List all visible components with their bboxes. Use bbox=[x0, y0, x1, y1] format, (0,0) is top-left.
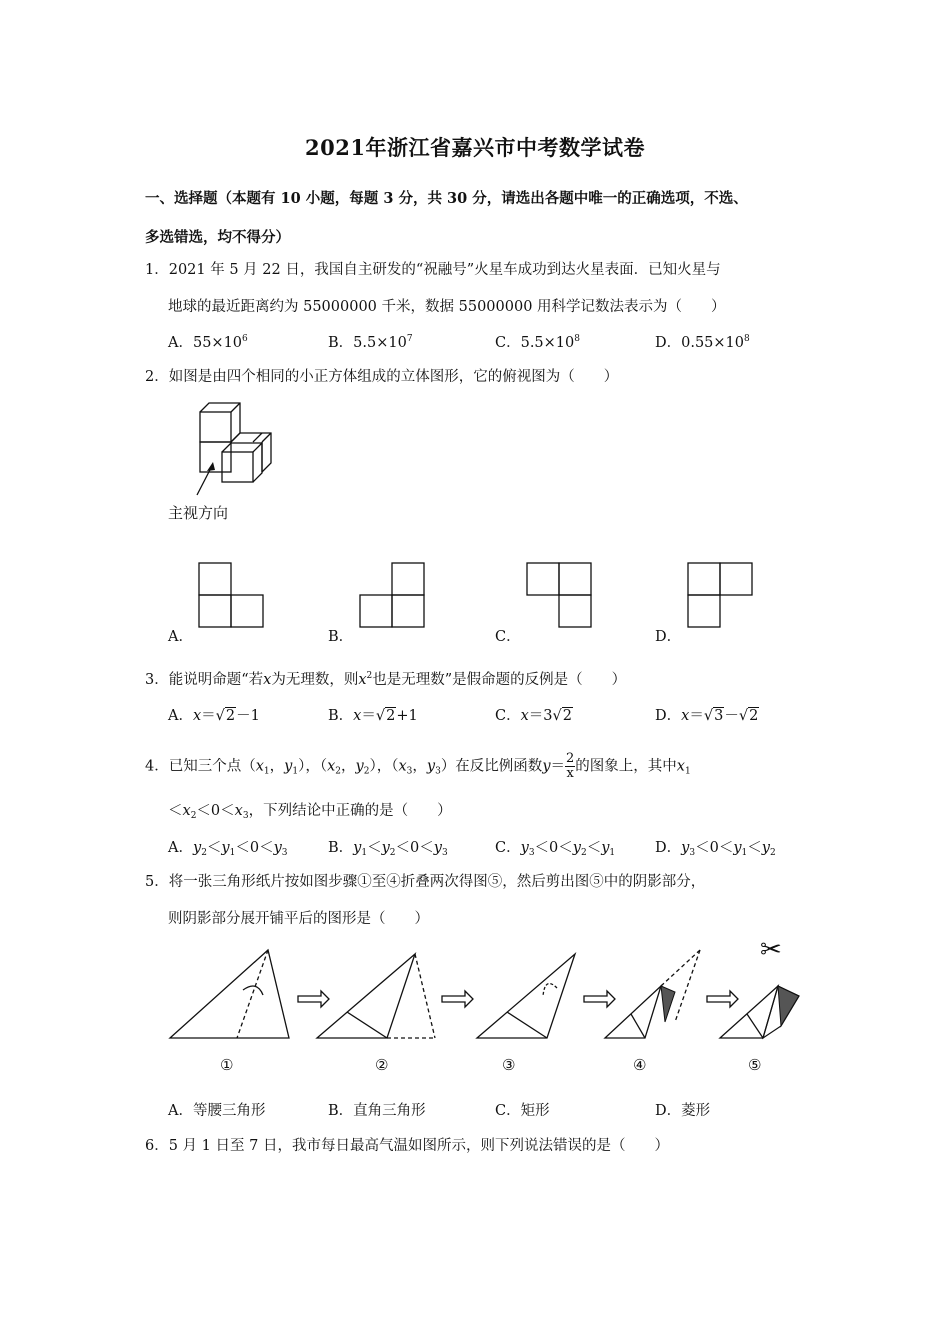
q4-d-label: D． bbox=[655, 840, 682, 856]
q3-a-rad: 2 bbox=[225, 708, 236, 724]
q4-line2-x2: x bbox=[182, 803, 191, 819]
q4-a-zero: 0 bbox=[249, 840, 260, 856]
q3-text-mid: 为无理数，则 bbox=[271, 672, 359, 688]
q4-c-lt3: ＜ bbox=[586, 840, 602, 856]
q3-option-a[interactable] bbox=[168, 706, 260, 726]
q4-d-y1: y bbox=[681, 840, 690, 856]
q2-cube-top-front bbox=[200, 412, 231, 442]
q5-option-b[interactable]: B．直角三角形 bbox=[328, 1103, 426, 1119]
q3-d-label: D． bbox=[655, 708, 682, 724]
q4-d-s3: 2 bbox=[769, 848, 776, 858]
q4-line2 bbox=[168, 801, 452, 821]
q3-var-x2: x bbox=[358, 672, 367, 688]
q5-arrow3 bbox=[584, 991, 615, 1007]
q2-cube-front-right bbox=[222, 452, 253, 482]
q5-step2-label: ② bbox=[375, 1056, 389, 1074]
q2-cube-back-edge2 bbox=[262, 433, 271, 442]
q5-step4-label: ④ bbox=[633, 1056, 647, 1074]
q3-a-var: x bbox=[192, 708, 202, 724]
q4-y2: y bbox=[355, 758, 364, 775]
q4-option-b[interactable] bbox=[328, 838, 448, 858]
q4-mid2: ），（ bbox=[369, 758, 399, 775]
q1-option-c[interactable] bbox=[495, 333, 580, 353]
q4-y1-sub: 1 bbox=[292, 766, 299, 777]
q4-line2-x3: x bbox=[234, 803, 243, 819]
q3-a-tail: －1 bbox=[236, 708, 260, 724]
q3-c-label: C． bbox=[495, 708, 521, 724]
q3-text-pre: 3．能说明命题“若 bbox=[145, 672, 264, 688]
q4-d-lt2: ＜ bbox=[718, 840, 734, 856]
q1-option-b[interactable] bbox=[328, 333, 413, 353]
q4-line2-lt: ＜ bbox=[168, 803, 183, 819]
q4-b-lt3: ＜ bbox=[419, 840, 434, 856]
q4-c-lt2: ＜ bbox=[558, 840, 573, 856]
q2-option-a-figure bbox=[198, 562, 268, 630]
q5-arrow1 bbox=[298, 991, 329, 1007]
q5-step5-triangle bbox=[720, 986, 778, 1038]
q4-pre: 4．已知三个点（ bbox=[145, 758, 256, 775]
q5-folding-figure bbox=[165, 935, 815, 1075]
q5-step3-triangle bbox=[477, 954, 575, 1038]
q3-c-rad: 2 bbox=[562, 708, 573, 724]
q1-a-exp: 6 bbox=[242, 334, 248, 344]
q2-arrowhead bbox=[207, 462, 215, 471]
q4-tail: 的图象上，其中 bbox=[575, 758, 677, 775]
q4-line2-mid: ＜0＜ bbox=[196, 803, 235, 819]
q4-c-s1: 3 bbox=[528, 848, 535, 858]
q2-cube-front-right-edge bbox=[253, 443, 262, 452]
q4-c-lt1: ＜ bbox=[534, 840, 550, 856]
q2-option-d[interactable]: D． bbox=[655, 629, 682, 645]
q6-text: 6．5 月 1 日至 7 日，我市每日最高气温如图所示，则下列说法错误的是（ ） bbox=[145, 1138, 669, 1154]
q4-b-zero: 0 bbox=[410, 840, 420, 856]
q4-y3-sub: 3 bbox=[435, 766, 441, 777]
q5-step3-crease bbox=[507, 1012, 547, 1038]
q4-x2: x bbox=[327, 758, 336, 775]
q4-frac-den: x bbox=[566, 766, 574, 781]
q2-cube-top-edge bbox=[231, 403, 240, 412]
q5-step4-triangle bbox=[605, 986, 661, 1038]
q4-c-zero: 0 bbox=[549, 840, 559, 856]
q4-option-c[interactable] bbox=[495, 838, 615, 858]
q1-c-base: C．5.5×10 bbox=[495, 335, 575, 351]
q5-option-c[interactable]: C．矩形 bbox=[495, 1103, 550, 1119]
q1-option-d[interactable] bbox=[655, 333, 750, 353]
q4-d-lt3: ＜ bbox=[747, 840, 762, 856]
q4-x2-sub: 2 bbox=[335, 766, 342, 777]
q5-step1-label: ① bbox=[220, 1056, 234, 1074]
q4-mid1: ），（ bbox=[298, 758, 328, 775]
q1-line1: 1．2021 年 5 月 22 日，我国自主研发的“祝融号”火星车成功到达火星表面．已知火星与 bbox=[145, 262, 721, 278]
q4-b-label: B． bbox=[328, 840, 354, 856]
q4-y2-sub: 2 bbox=[363, 766, 370, 777]
q2-option-d-figure bbox=[687, 562, 757, 630]
q5-step4-dashed bbox=[661, 950, 700, 986]
q3-text-post: 也是无理数”是假命题的反例是（ ） bbox=[372, 672, 627, 688]
q5-step2-crease bbox=[347, 1012, 387, 1038]
q5-step4-crease bbox=[631, 1014, 645, 1038]
q4-line2-post: ，下列结论中正确的是（ ） bbox=[248, 803, 452, 819]
q2-option-b[interactable]: B． bbox=[328, 629, 354, 645]
q3-b-eq: ＝ bbox=[361, 708, 376, 724]
q4-c-label: C． bbox=[495, 840, 521, 856]
q4-c-s2: 2 bbox=[580, 848, 587, 858]
q4-y3: y bbox=[426, 758, 436, 775]
q1-a-base: A．55×10 bbox=[168, 335, 243, 351]
q4-x3: x bbox=[398, 758, 407, 775]
q2-text: 2．如图是由四个相同的小正方体组成的立体图形，它的俯视图为（ ） bbox=[145, 369, 619, 385]
q4-d-y3: y bbox=[761, 840, 770, 856]
q3-option-d[interactable] bbox=[655, 706, 759, 726]
q4-a-s1: 2 bbox=[201, 848, 207, 858]
q3-d-sqrt2: √2 bbox=[738, 708, 759, 724]
q3-option-c[interactable] bbox=[495, 706, 573, 726]
q3-b-sqrt: √2 bbox=[375, 708, 396, 724]
q4-b-s1: 1 bbox=[361, 848, 368, 858]
q5-arrow2 bbox=[442, 991, 473, 1007]
q5-step4-shaded bbox=[661, 986, 675, 1022]
q4-a-y3: y bbox=[273, 840, 282, 856]
q3-d-rad2: 2 bbox=[749, 708, 759, 724]
q2-option-a[interactable]: A． bbox=[168, 629, 193, 645]
q4-option-a[interactable] bbox=[168, 838, 288, 858]
q3-text bbox=[145, 670, 626, 690]
q1-d-exp: 8 bbox=[744, 334, 750, 344]
q4-b-s3: 3 bbox=[441, 848, 448, 858]
q3-a-sqrt: √2 bbox=[215, 708, 236, 724]
q1-b-exp: 7 bbox=[406, 334, 413, 344]
q2-cube-bottom-left bbox=[200, 442, 231, 472]
q4-x3-sub: 3 bbox=[406, 766, 413, 777]
q4-fn-eq: ＝ bbox=[550, 758, 566, 775]
q2-option-b-figure bbox=[359, 562, 429, 630]
q4-post: ）在反比例函数 bbox=[440, 758, 543, 775]
q3-b-rad: 2 bbox=[386, 708, 396, 724]
q3-exp: 2 bbox=[366, 671, 373, 681]
q4-a-s3: 3 bbox=[281, 848, 288, 858]
q1-c-exp: 8 bbox=[574, 334, 580, 344]
q5-step1-arrow bbox=[243, 986, 263, 995]
q4-a-lt1: ＜ bbox=[206, 840, 222, 856]
q4-a-label: A． bbox=[168, 840, 193, 856]
q4-line1: 4．已知三个点（$x_1$，$y_1$），（$x_2$，$y_2$），（$x_3$，$y_3$）在反比例函数y＝ $\frac{2}{x}$ 的图象上，其中$x_1$ bbox=[145, 751, 691, 781]
q5-arrow4 bbox=[707, 991, 738, 1007]
q4-x1: x bbox=[255, 758, 264, 775]
page-title: 2021年浙江省嘉兴市中考数学试卷 bbox=[305, 135, 645, 160]
q3-d-eq: ＝ bbox=[689, 708, 704, 724]
q4-tail-sub: 1 bbox=[684, 766, 691, 777]
q5-option-d[interactable]: D．菱形 bbox=[655, 1103, 711, 1119]
q2-cube-back-edge bbox=[253, 433, 262, 442]
q4-fn-var: y bbox=[542, 758, 551, 775]
section-heading-line2: 多选错选，均不得分） bbox=[145, 229, 290, 246]
q2-option-c[interactable]: C． bbox=[495, 629, 521, 645]
q4-b-y2: y bbox=[381, 840, 390, 856]
q4-d-zero: 0 bbox=[709, 840, 719, 856]
q4-line2-s3: 3 bbox=[242, 811, 249, 821]
q4-a-y1: y bbox=[192, 840, 202, 856]
q4-x1-sub: 1 bbox=[263, 766, 270, 777]
q5-step5-label: ⑤ bbox=[748, 1056, 762, 1074]
q2-view-label: 主视方向 bbox=[168, 504, 229, 522]
q5-step3-arrow bbox=[543, 984, 557, 997]
q4-a-lt3: ＜ bbox=[259, 840, 274, 856]
q4-b-lt2: ＜ bbox=[395, 840, 411, 856]
q4-line2-s2: 2 bbox=[190, 811, 197, 821]
q5-step3-label: ③ bbox=[502, 1056, 516, 1074]
q4-c-y3: y bbox=[601, 840, 610, 856]
q4-a-y2: y bbox=[221, 840, 230, 856]
q3-c-var: x bbox=[520, 708, 529, 724]
q4-d-s1: 3 bbox=[689, 848, 696, 858]
q4-b-y1: y bbox=[353, 840, 362, 856]
q5-line2: 则阴影部分展开铺平后的图形是（ ） bbox=[168, 911, 429, 927]
q1-d-base: D．0.55×10 bbox=[655, 335, 745, 351]
q3-a-eq: ＝ bbox=[201, 708, 216, 724]
q4-fraction bbox=[565, 752, 575, 781]
q3-option-b[interactable] bbox=[328, 706, 418, 726]
q3-b-label: B． bbox=[328, 708, 354, 724]
scissors-icon: ✂ bbox=[760, 935, 782, 965]
q4-c-s3: 1 bbox=[609, 848, 616, 858]
q4-a-lt2: ＜ bbox=[235, 840, 250, 856]
q1-line2: 地球的最近距离约为 55000000 千米，数据 55000000 用科学记数法表示为（ ） bbox=[168, 299, 726, 315]
section-heading-line1: 一、选择题（本题有 10 小题，每题 3 分，共 30 分，请选出各题中唯一的正确选项，不选、 bbox=[145, 190, 748, 207]
q4-d-s2: 1 bbox=[741, 848, 748, 858]
q3-b-var: x bbox=[353, 708, 362, 724]
q3-b-tail: +1 bbox=[396, 708, 418, 724]
q4-d-y2: y bbox=[733, 840, 742, 856]
q3-d-mid: － bbox=[724, 708, 739, 724]
q4-c-y2: y bbox=[572, 840, 581, 856]
q4-frac-num: 2 bbox=[566, 751, 575, 766]
q5-step2-dashed-edge bbox=[415, 954, 435, 1038]
q3-c-sqrt: √2 bbox=[552, 708, 573, 724]
q4-b-s2: 2 bbox=[389, 848, 396, 858]
q4-c-y1: y bbox=[520, 840, 529, 856]
q4-b-y3: y bbox=[433, 840, 442, 856]
q3-var-x: x bbox=[263, 672, 272, 688]
q4-b-lt1: ＜ bbox=[367, 840, 382, 856]
q3-a-label: A． bbox=[168, 708, 193, 724]
q5-step1-triangle bbox=[170, 950, 289, 1038]
q5-step2-triangle bbox=[317, 954, 415, 1038]
q4-d-lt1: ＜ bbox=[695, 840, 710, 856]
q1-b-base: B．5.5×10 bbox=[328, 335, 407, 351]
q4-y1: y bbox=[284, 758, 293, 775]
q3-d-var: x bbox=[681, 708, 690, 724]
q5-step5-shaded bbox=[778, 986, 799, 1026]
q4-option-d[interactable] bbox=[655, 838, 776, 858]
q5-line1: 5．将一张三角形纸片按如图步骤①至④折叠两次得图⑤，然后剪出图⑤中的阴影部分， bbox=[145, 874, 706, 890]
q5-step5-crease bbox=[747, 1014, 763, 1038]
q5-option-a[interactable]: A．等腰三角形 bbox=[168, 1103, 266, 1119]
q1-option-a[interactable] bbox=[168, 333, 248, 353]
q4-a-s2: 1 bbox=[229, 848, 236, 858]
q3-d-rad1: 3 bbox=[714, 708, 724, 724]
q3-d-sqrt1: √3 bbox=[703, 708, 724, 724]
q2-option-c-figure bbox=[526, 562, 596, 630]
q4-tail-x: x bbox=[676, 758, 685, 775]
q3-c-eq: ＝3 bbox=[528, 708, 553, 724]
